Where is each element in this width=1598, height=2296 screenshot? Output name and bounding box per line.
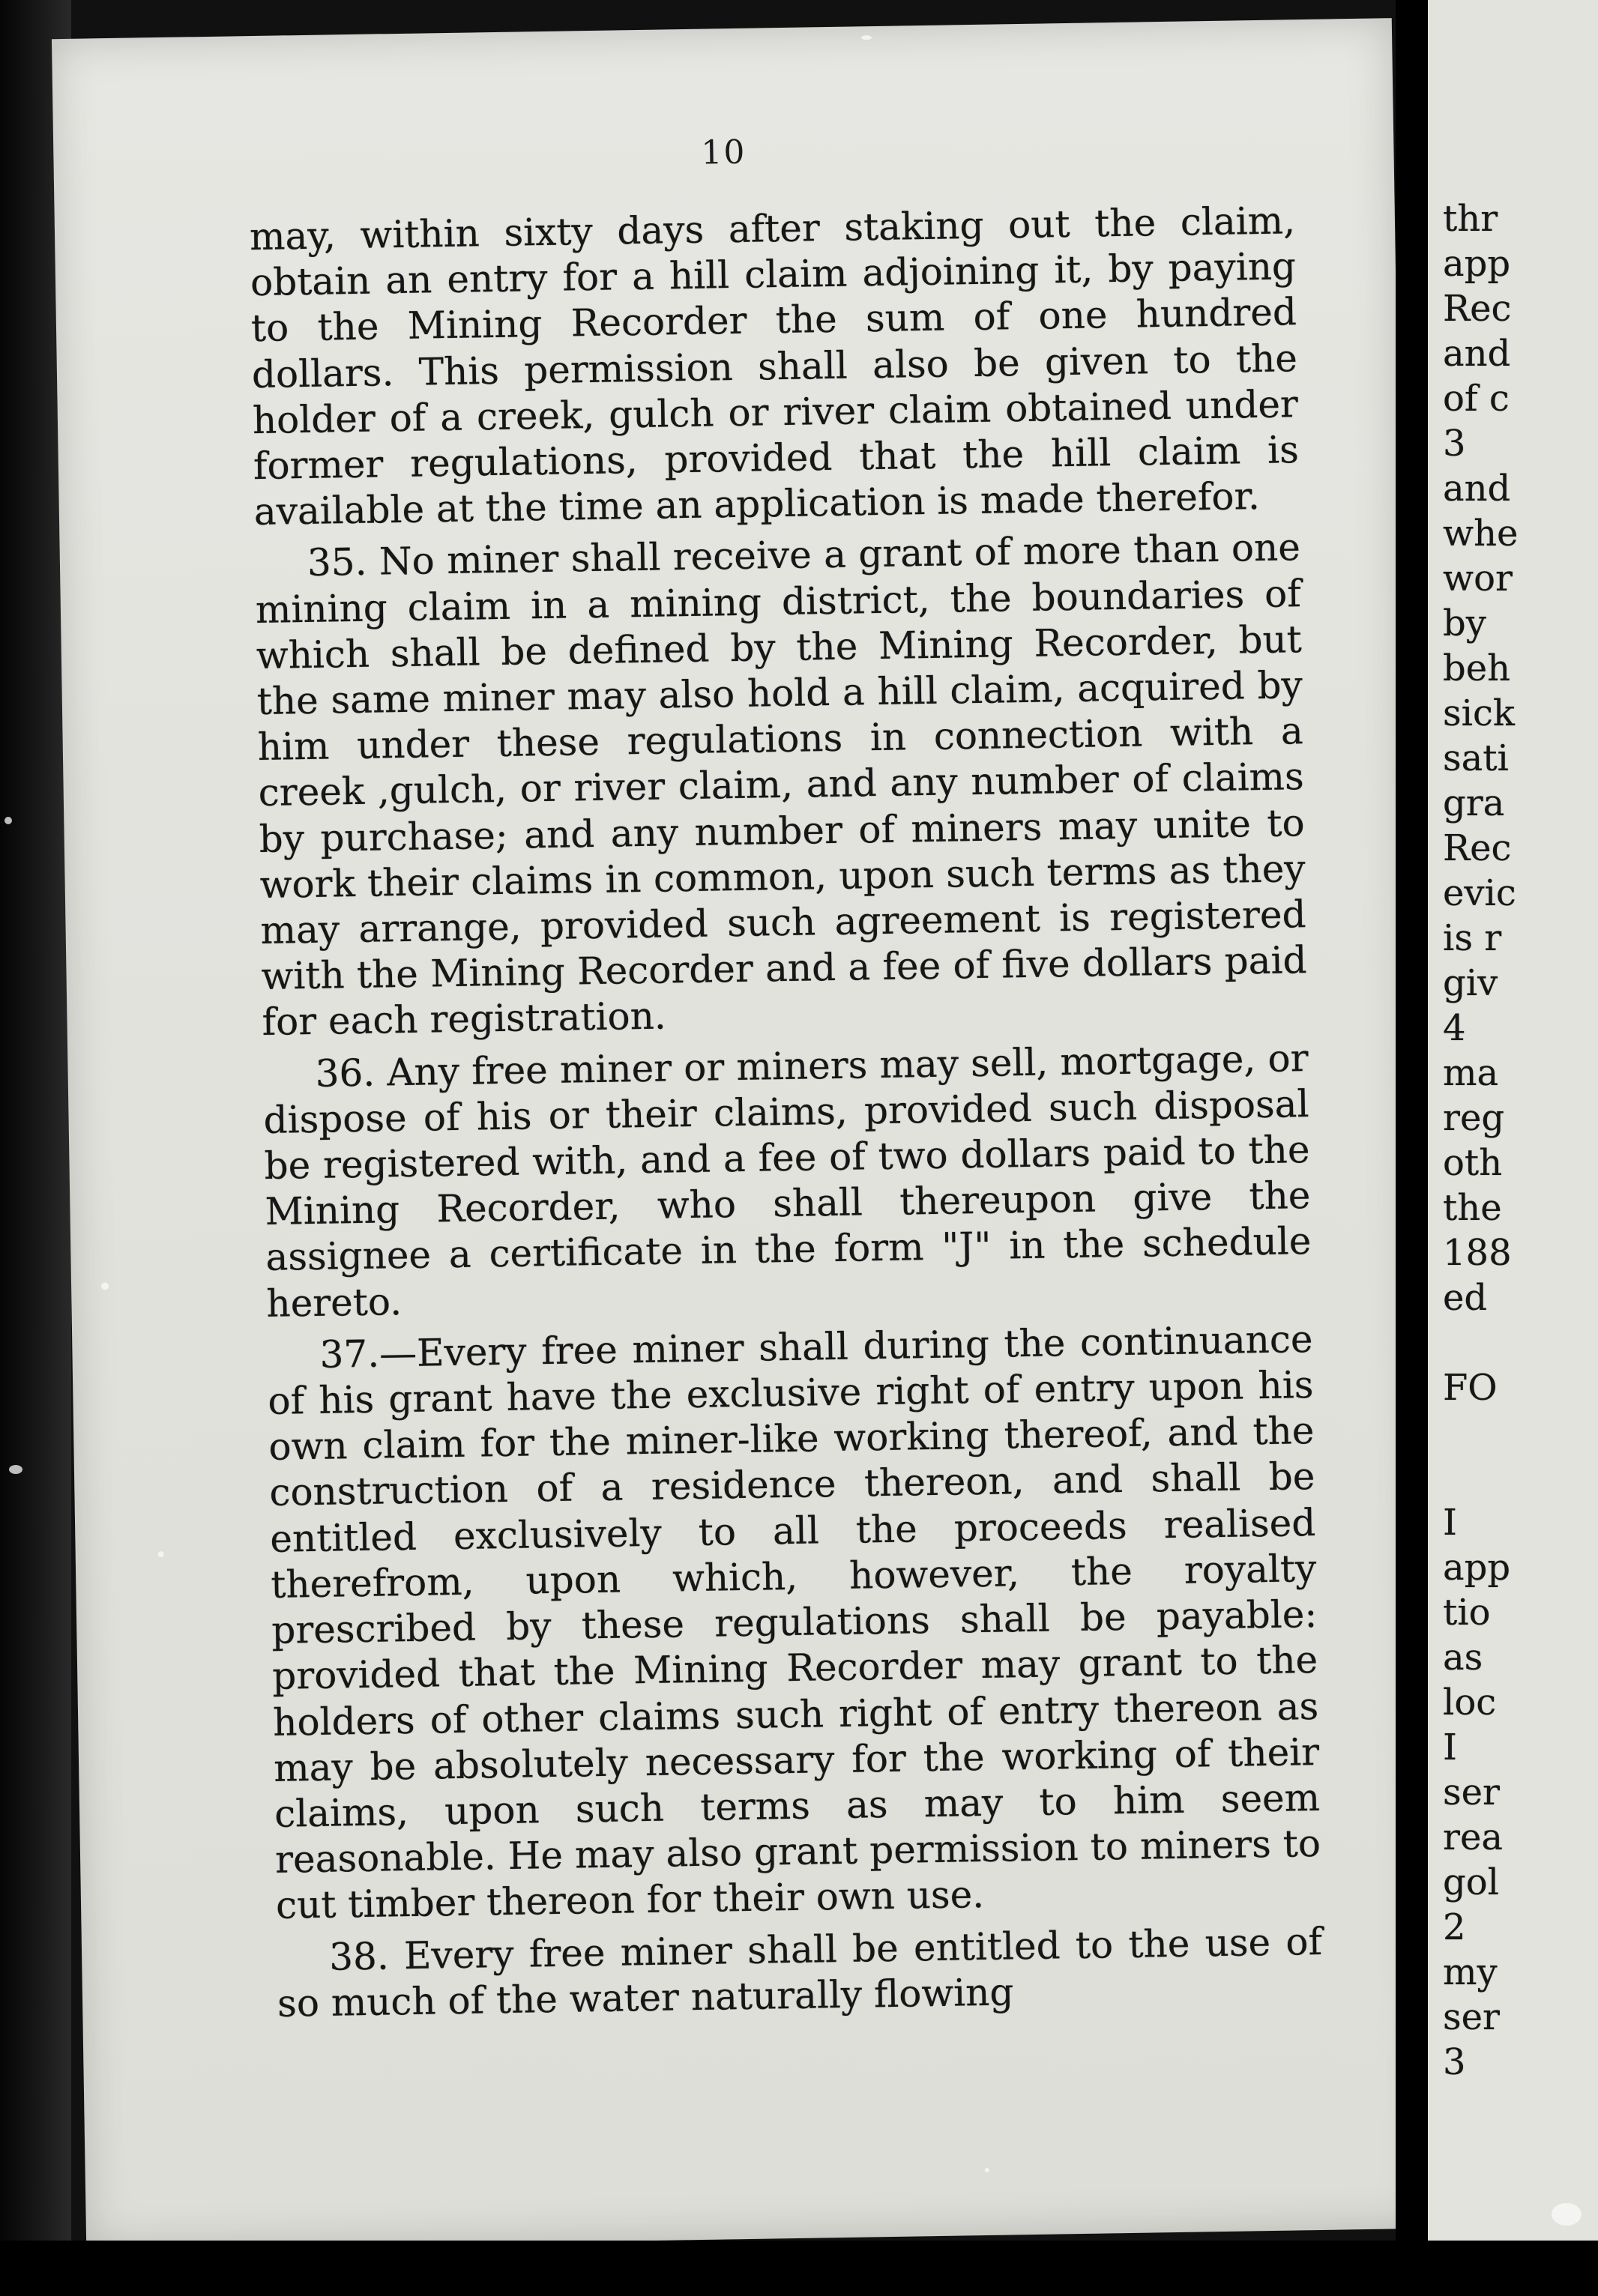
adjacent-page [1428,0,1598,2241]
adjacent-page-fragment [1443,1455,1598,1500]
scan-bottom-edge [0,2241,1598,2296]
adjacent-page-fragment: evic [1443,872,1516,914]
adjacent-page-fragment: tio [1443,1592,1491,1634]
adjacent-page-fragment: I [1443,1502,1457,1544]
adjacent-page-fragment: wor [1443,558,1513,599]
document-page [52,18,1426,2250]
adjacent-page-fragment: sati [1443,737,1509,779]
adjacent-page-fragment: sick [1443,692,1515,734]
adjacent-page-text [1443,196,1598,2085]
adjacent-page-fragment: ed [1443,1277,1488,1319]
paragraph-36: 36. Any free miner or miners may sell, mortgage, or dispose of his or their claims, provided such disposal be registered with, and a fee of two dollars paid to the Mining Recorder, who shall thereupon give the assignee a certificate in the form "J" in the schedule hereto. [263,1036,1312,1326]
adjacent-page-fragment: as [1443,1637,1483,1679]
adjacent-page-fragment: gol [1443,1861,1499,1903]
adjacent-page-fragment [1443,1410,1598,1455]
paragraph-38: 38. Every free miner shall be entitled to the use of so much of the water naturally flowing [277,1919,1323,2025]
adjacent-page-fragment: FO [1443,1367,1498,1409]
adjacent-page-fragment: giv [1443,962,1498,1004]
adjacent-page-fragment: 4 [1443,1007,1466,1049]
scan-speck [4,817,12,824]
adjacent-page-fragment: reg [1443,1097,1505,1139]
adjacent-page-fragment: 188 [1443,1232,1512,1274]
adjacent-page-fragment: my [1443,1951,1498,1993]
page-number: 10 [701,133,747,172]
adjacent-page-fragment: Rec [1443,288,1512,330]
adjacent-page-fragment: thr [1443,198,1498,240]
adjacent-page-fragment: loc [1443,1682,1497,1723]
adjacent-page-fragment: I [1443,1726,1457,1768]
scan-speck [9,1465,22,1474]
adjacent-page-fragment: and [1443,333,1511,375]
adjacent-page-fragment [1443,1320,1598,1365]
adjacent-page-fragment: oth [1443,1142,1503,1184]
adjacent-page-fragment: 3 [1443,423,1466,465]
adjacent-page-fragment: ser [1443,1771,1500,1813]
adjacent-page-fragment: ser [1443,1996,1500,2038]
paragraph-35: 35. No miner shall receive a grant of more than one mining claim in a mining district, the boundaries of which shall be defined by the Mining Recorder, but the same miner may also hold a hill claim, acquired by him under these regulations in connection with a creek ,gulch, or river claim, and any number of claims by purchase; and any number of miners may unite to work their claims in common, upon such terms as they may arrange, provided such agreement is registered with the Mining Recorder and a fee of five dollars paid for each registration. [255,525,1307,1045]
adjacent-page-fragment: of c [1443,378,1510,420]
adjacent-page-fragment: 3 [1443,2041,1466,2083]
paragraph-37: 37.—Every free miner shall during the continuance of his grant have the exclusive right of entry upon his own claim for the miner-like working thereof, and the construction of a residence thereon, and shall be entitled exclusively to all the proceeds realised therefrom, upon which, however, the royalty prescribed by these regulations shall be payable: provided that the Mining Recorder may grant to the holders of other claims such right of entry thereon as may be absolutely necessary for the working of their claims, upon such terms as may to him seem reasonable. He may also grant permission to miners to cut timber thereon for their own use. [268,1317,1321,1928]
adjacent-page-fragment: is r [1443,917,1502,959]
adjacent-page-fragment: and [1443,468,1511,510]
adjacent-page-fragment: whe [1443,513,1519,555]
scan-speck [985,2168,989,2172]
scan-speck [158,1551,164,1557]
scan-speck [1552,2203,1582,2226]
adjacent-page-fragment: by [1443,602,1486,644]
adjacent-page-fragment: app [1443,243,1511,285]
scan-speck [861,35,872,40]
scan-speck [101,1282,109,1290]
adjacent-page-fragment: rea [1443,1816,1503,1858]
adjacent-page-fragment: gra [1443,782,1505,824]
adjacent-page-fragment: app [1443,1547,1511,1589]
adjacent-page-fragment: beh [1443,647,1511,689]
adjacent-page-fragment: Rec [1443,827,1512,869]
adjacent-page-fragment: ma [1443,1052,1499,1094]
adjacent-page-fragment: the [1443,1187,1502,1229]
adjacent-page-fragment: 2 [1443,1906,1466,1948]
page-body [250,198,1324,2033]
paragraph-continued: may, within sixty days after staking out the claim, obtain an entry for a hill claim adjoining it, by paying to the Mining Recorder the sum of one hundred dollars. This permission shall also be given to the holder of a creek, gulch or river claim obtained under former regulations, provided that the hill claim is available at the time an application is made therefor. [249,199,1300,534]
